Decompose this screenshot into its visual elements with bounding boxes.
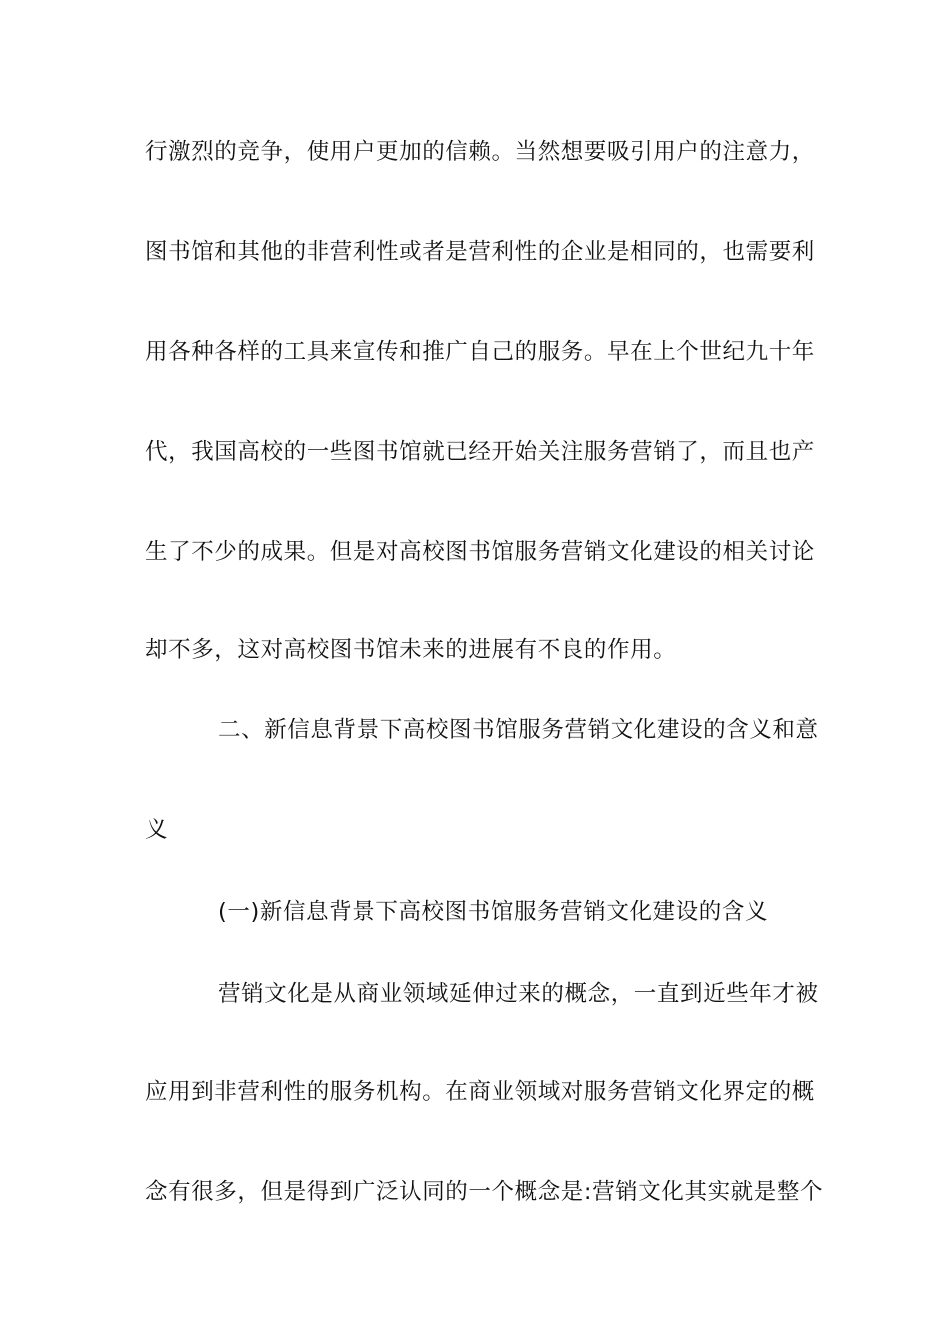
subsection-heading: (一)新信息背景下高校图书馆服务营销文化建设的含义 [218, 899, 769, 925]
body-text-line: 生了不少的成果。但是对高校图书馆服务营销文化建设的相关讨论 [145, 539, 815, 565]
body-text-line: 却不多，这对高校图书馆未来的进展有不良的作用。 [145, 637, 677, 663]
section-heading: 二、新信息背景下高校图书馆服务营销文化建设的含义和意 [218, 717, 819, 743]
body-text-line: 行激烈的竞争，使用户更加的信赖。当然想要吸引用户的注意力， [145, 139, 815, 165]
body-text-line: 代，我国高校的一些图书馆就已经开始关注服务营销了，而且也产 [145, 439, 815, 465]
body-text-line: 念有很多，但是得到广泛认同的一个概念是:营销文化其实就是整个 [145, 1179, 824, 1205]
body-text-line: 营销文化是从商业领域延伸过来的概念，一直到近些年才被 [218, 981, 819, 1007]
section-heading-continuation: 义 [145, 817, 169, 843]
body-text-line: 用各种各样的工具来宣传和推广自己的服务。早在上个世纪九十年 [145, 339, 815, 365]
body-text-line: 图书馆和其他的非营利性或者是营利性的企业是相同的，也需要利 [145, 239, 815, 265]
body-text-line: 应用到非营利性的服务机构。在商业领域对服务营销文化界定的概 [145, 1079, 815, 1105]
